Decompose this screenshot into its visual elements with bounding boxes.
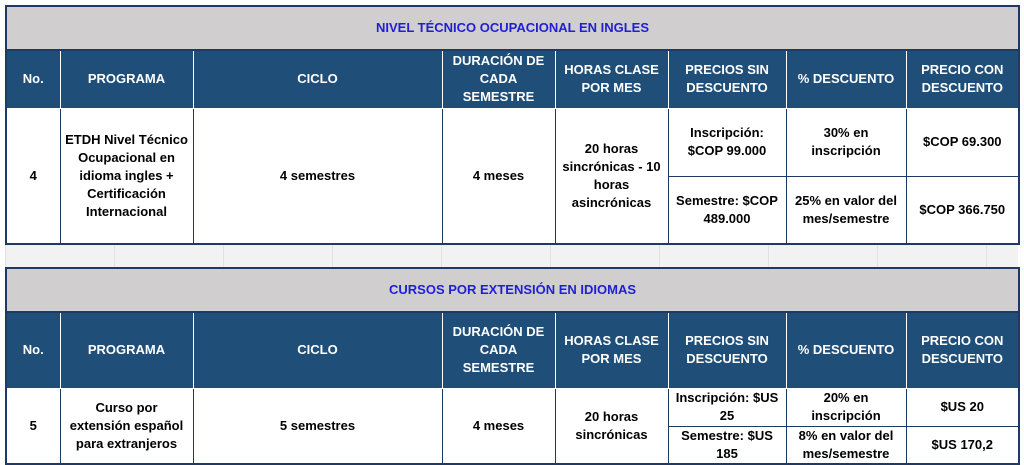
header-programa: PROGRAMA bbox=[60, 312, 193, 388]
header-ciclo: CICLO bbox=[193, 50, 442, 108]
cycle: 4 semestres bbox=[193, 108, 442, 244]
price-enrollment: Inscripción: $US 25 bbox=[668, 388, 786, 426]
header-duracion: DURACIÓN DE CADA SEMESTRE bbox=[442, 312, 555, 388]
cycle: 5 semestres bbox=[193, 388, 442, 464]
class-hours: 20 horas sincrónicas - 10 horas asincrónicas bbox=[555, 108, 668, 244]
final-price-enrollment: $US 20 bbox=[906, 388, 1019, 426]
header-ciclo: CICLO bbox=[193, 312, 442, 388]
header-descuento: % DESCUENTO bbox=[786, 50, 906, 108]
spacer bbox=[5, 245, 1018, 267]
header-precio-sin: PRECIOS SIN DESCUENTO bbox=[668, 50, 786, 108]
section-title: CURSOS POR EXTENSIÓN EN IDIOMAS bbox=[6, 268, 1019, 312]
header-duracion: DURACIÓN DE CADA SEMESTRE bbox=[442, 50, 555, 108]
header-precio-con: PRECIO CON DESCUENTO bbox=[906, 312, 1019, 388]
extension-courses-table bbox=[5, 267, 1020, 465]
price-semester: Semestre: $COP 489.000 bbox=[668, 176, 786, 244]
header-descuento: % DESCUENTO bbox=[786, 312, 906, 388]
header-precio-sin: PRECIOS SIN DESCUENTO bbox=[668, 312, 786, 388]
program-name: Curso por extensión español para extranjeros bbox=[60, 388, 193, 464]
header-programa: PROGRAMA bbox=[60, 50, 193, 108]
final-price-semester: $US 170,2 bbox=[906, 426, 1019, 464]
row-number: 4 bbox=[6, 108, 60, 244]
duration: 4 meses bbox=[442, 388, 555, 464]
technical-level-table bbox=[5, 5, 1020, 245]
price-enrollment: Inscripción: $COP 99.000 bbox=[668, 108, 786, 176]
discount-semester: 8% en valor del mes/semestre bbox=[786, 426, 906, 464]
discount-semester: 25% en valor del mes/semestre bbox=[786, 176, 906, 244]
final-price-enrollment: $COP 69.300 bbox=[906, 108, 1019, 176]
price-semester: Semestre: $US 185 bbox=[668, 426, 786, 464]
discount-enrollment: 20% en inscripción bbox=[786, 388, 906, 426]
header-no: No. bbox=[6, 312, 60, 388]
final-price-semester: $COP 366.750 bbox=[906, 176, 1019, 244]
header-horas: HORAS CLASE POR MES bbox=[555, 312, 668, 388]
class-hours: 20 horas sincrónicas bbox=[555, 388, 668, 464]
duration: 4 meses bbox=[442, 108, 555, 244]
row-number: 5 bbox=[6, 388, 60, 464]
program-name: ETDH Nivel Técnico Ocupacional en idioma ingles + Certificación Internacional bbox=[60, 108, 193, 244]
header-horas: HORAS CLASE POR MES bbox=[555, 50, 668, 108]
header-precio-con: PRECIO CON DESCUENTO bbox=[906, 50, 1019, 108]
discount-enrollment: 30% en inscripción bbox=[786, 108, 906, 176]
section-title: NIVEL TÉCNICO OCUPACIONAL EN INGLES bbox=[6, 6, 1019, 50]
header-no: No. bbox=[6, 50, 60, 108]
